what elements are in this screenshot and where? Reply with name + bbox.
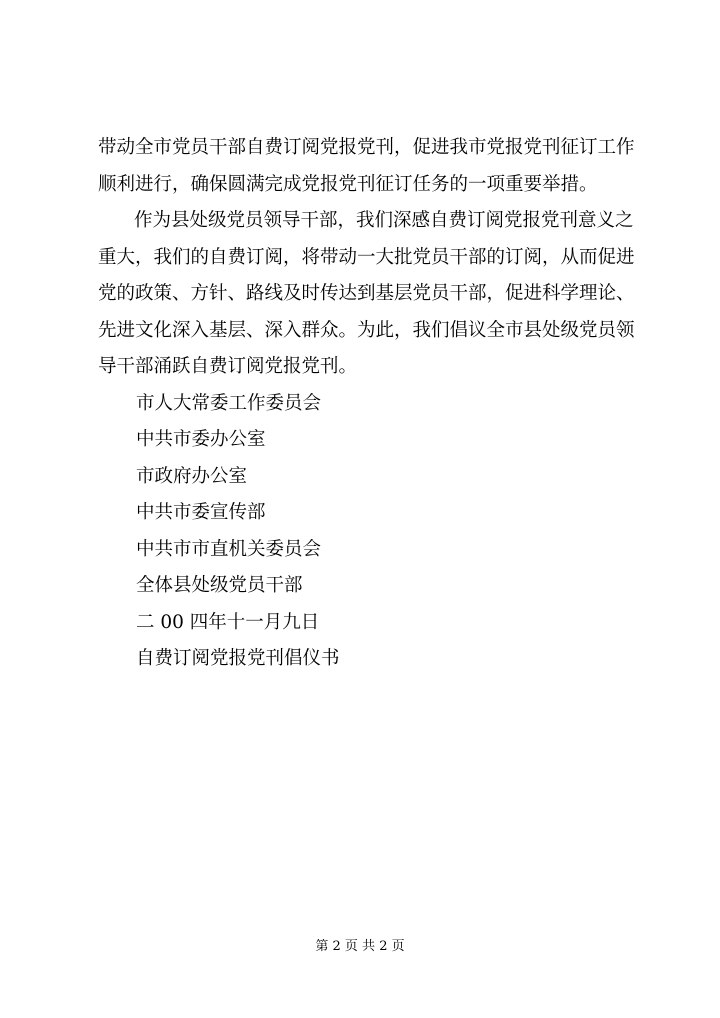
- paragraph-1: 带动全市党员干部自费订阅党报党刊，促进我市党报党刊征订工作顺利进行，确保圆满完成党报党刊征订任务的一项重要举措。: [98, 137, 635, 195]
- document-date: 二 00 四年十一月九日: [136, 611, 320, 633]
- page-number-label: 第 2 页 共 2 页: [315, 939, 405, 954]
- signatory-4: 中共市委宣传部: [136, 502, 266, 523]
- signatory-1: 市人大常委工作委员会: [136, 392, 322, 414]
- signatory-6: 全体县处级党员干部: [136, 575, 303, 596]
- paragraph-2: 作为县处级党员领导干部，我们深感自费订阅党报党刊意义之重大，我们的自费订阅，将带动一大批党员干部的订阅，从而促进党的政策、方针、路线及时传达到基层党员干部，促进科学理论、先进文化深入基层、深入群众。为此，我们倡议全市县处级党员领导干部涌跃自费订阅党报党刊。: [98, 210, 635, 377]
- document-title-line: 自费订阅党报党刊倡仪书: [136, 648, 340, 669]
- signatory-2: 中共市委办公室: [136, 429, 266, 450]
- page-footer: [0, 938, 720, 956]
- signatory-3: 市政府办公室: [136, 465, 248, 487]
- signatory-5: 中共市市直机关委员会: [136, 538, 322, 560]
- document-body: [98, 130, 638, 678]
